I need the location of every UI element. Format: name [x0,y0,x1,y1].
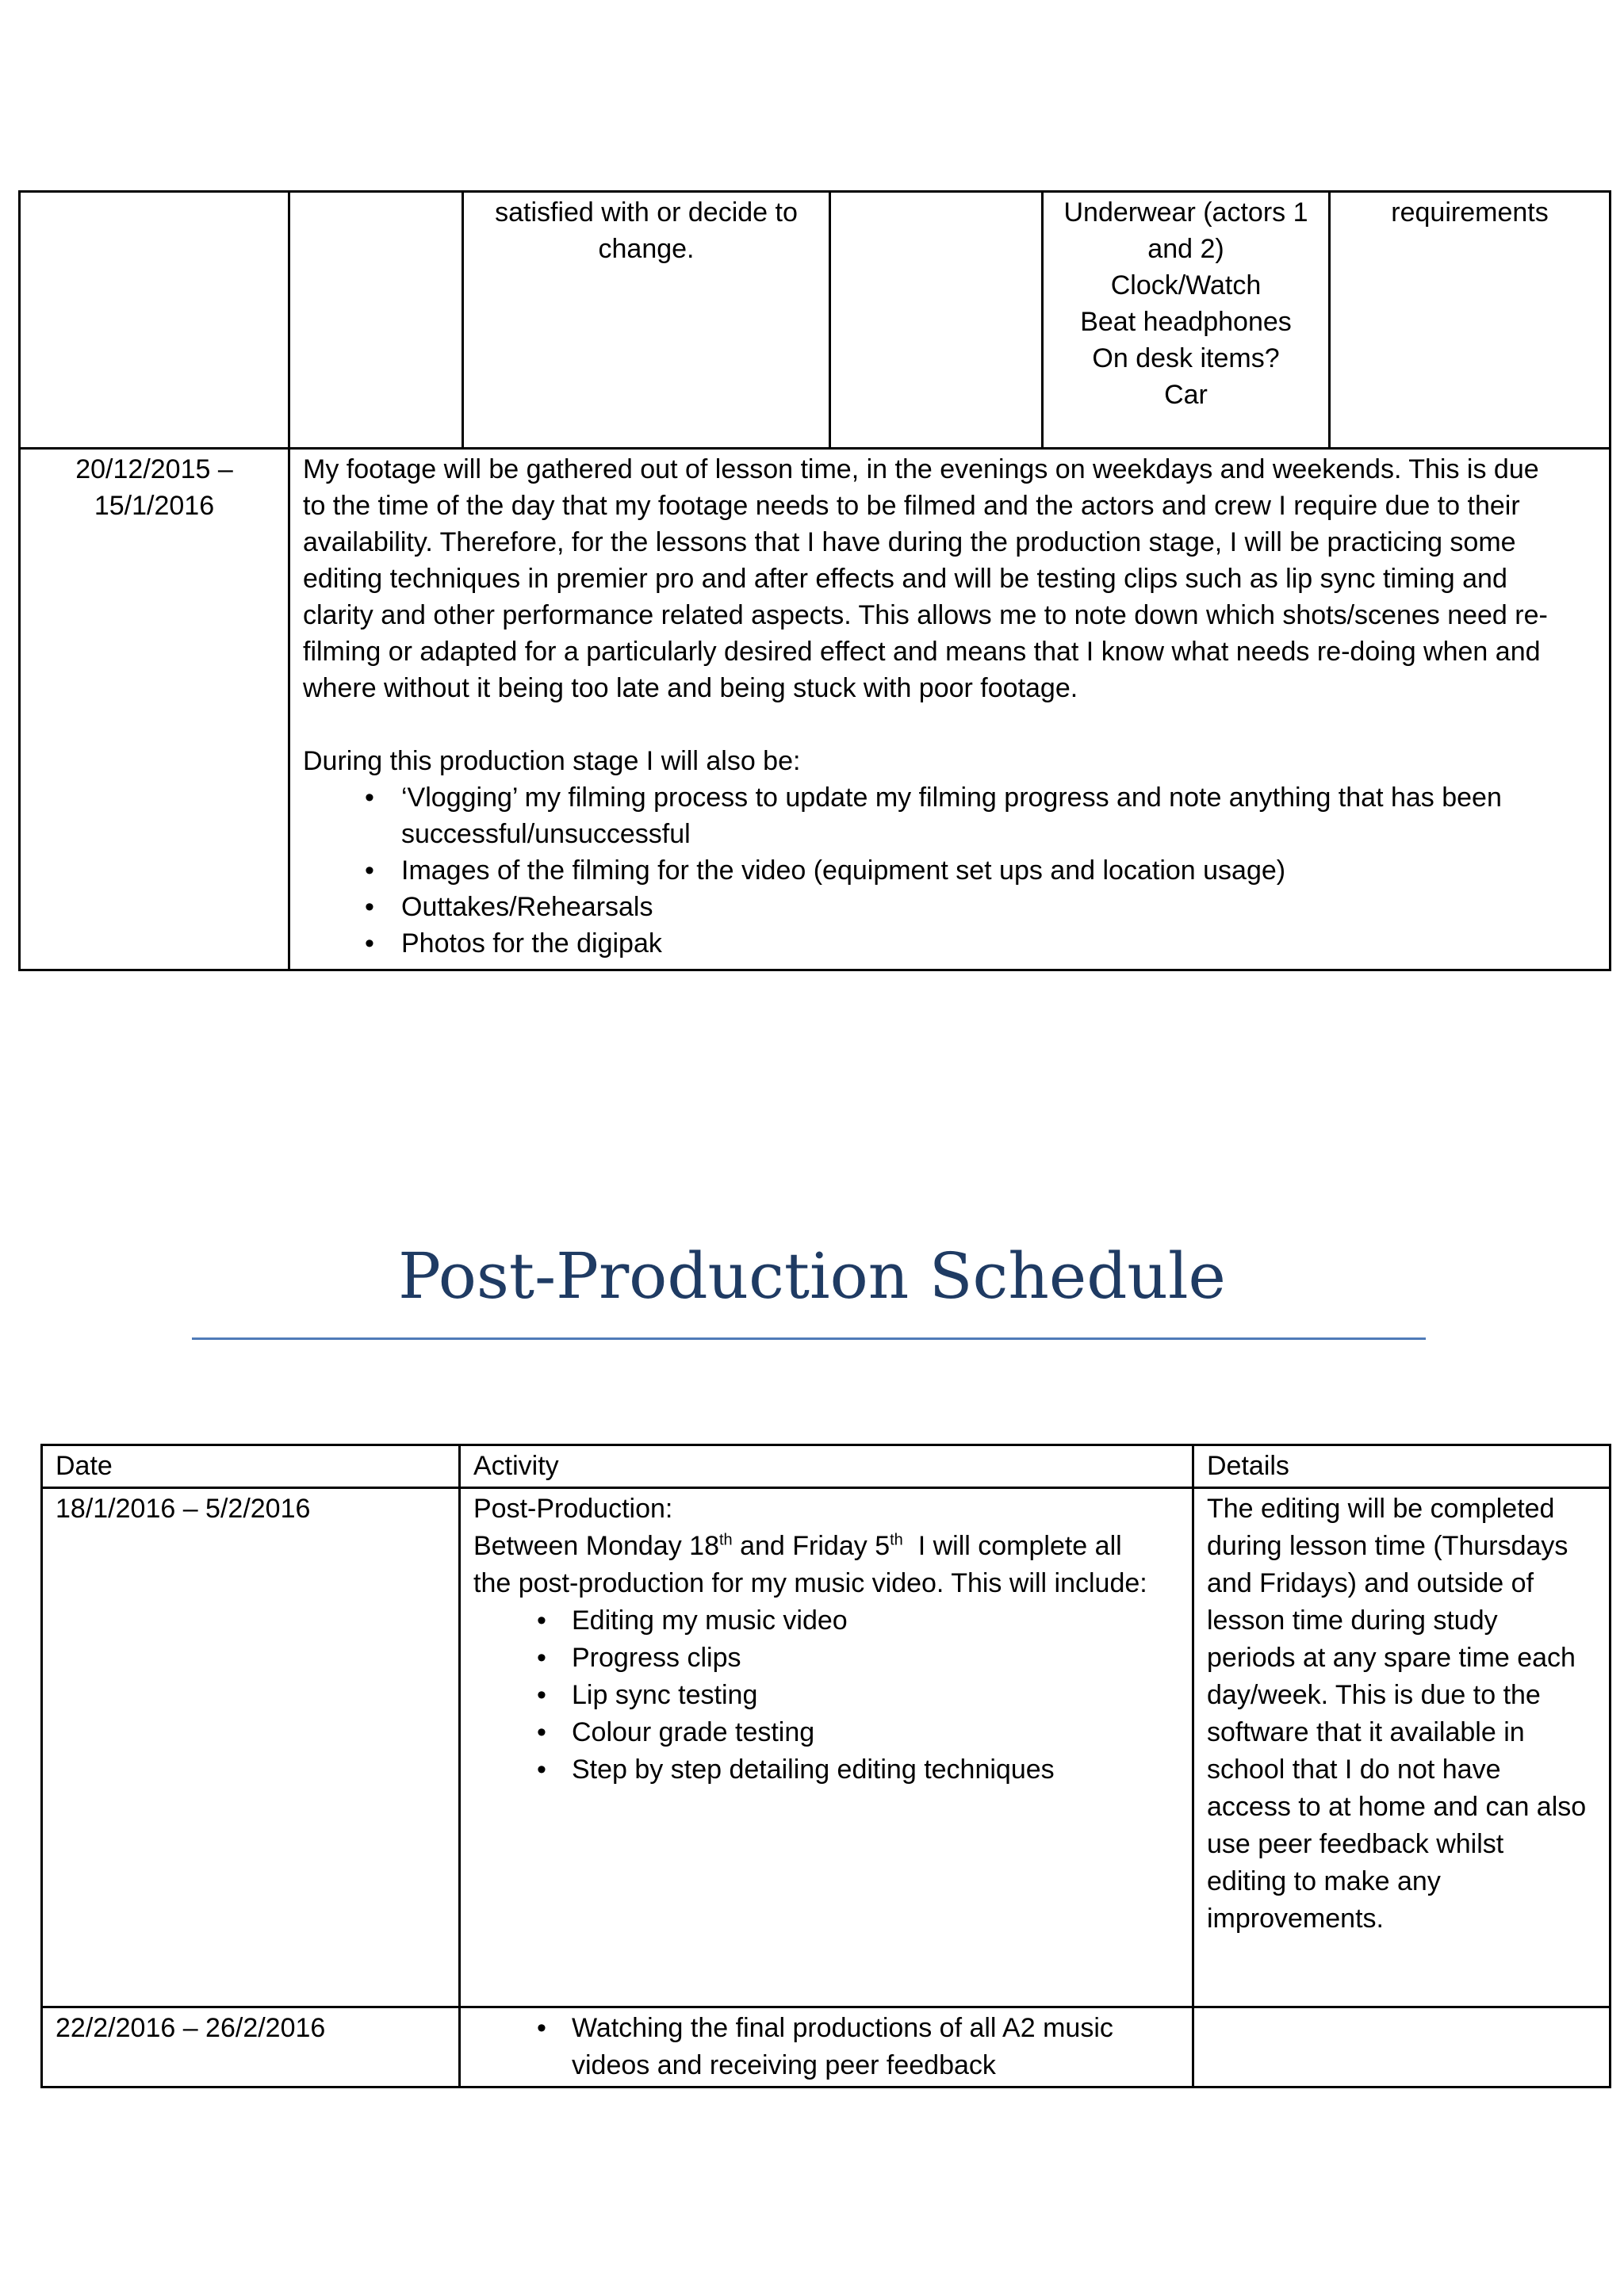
intro-line: During this production stage I will also be: [303,746,801,776]
activity-title: Post-Production: [473,1494,673,1524]
cell-line: The editing will be completed [1207,1494,1555,1524]
activity-line: the post-production for my music video. This will include: [473,1568,1147,1598]
list-item-text: Progress clips [572,1643,741,1673]
bullet-list [473,1602,1179,1789]
cell-line: during lesson time (Thursdays [1207,1531,1568,1561]
bullet-icon: • [365,783,374,813]
bullet-icon: • [365,928,374,959]
cell-line: 20/12/2015 – [75,454,233,484]
cell-line: day/week. This is due to the [1207,1680,1541,1710]
list-item [473,1714,1179,1751]
cell-line: periods at any spare time each [1207,1643,1576,1673]
requirements-cell [1330,192,1611,449]
column-header-date: Date [42,1445,460,1488]
date-cell [42,2007,460,2087]
cell-line: and Fridays) and outside of [1207,1568,1534,1598]
paragraph-line: editing techniques in premier pro and after effects and will be testing clips such as lip sync timing and [303,564,1507,594]
list-item [473,1751,1179,1789]
list-item [473,1677,1179,1714]
title-underline [192,1337,1426,1340]
paragraph-line: where without it being too late and being stuck with poor footage. [303,673,1078,703]
list-item [303,889,1596,925]
text-run: I will complete all [902,1531,1122,1561]
date-cell-empty [20,192,289,449]
list-item-text: Images of the filming for the video (equipment set ups and location usage) [401,855,1286,886]
paragraph-line: availability. Therefore, for the lessons that I have during the production stage, I will be practicing some [303,527,1516,557]
post-production-table [40,1444,1611,2088]
list-item-text: successful/unsuccessful [401,819,691,849]
cell-line: software that it available in [1207,1717,1525,1747]
production-schedule-table [18,190,1611,971]
bullet-icon: • [537,1605,546,1636]
ordinal-suffix: th [890,1531,903,1549]
cell-line: 15/1/2016 [94,491,215,521]
cell-line: improvements. [1207,1904,1384,1934]
details-cell [1193,1488,1611,2007]
date-cell [20,449,289,970]
cell-empty [830,192,1043,449]
list-item [303,925,1596,962]
cell-line: satisfied with or decide to [495,197,798,228]
list-item-text: Colour grade testing [572,1717,815,1747]
spacer [303,706,1596,743]
cell-line: and 2) [1147,234,1224,264]
paragraph-line: My footage will be gathered out of lesson time, in the evenings on weekdays and weekends. This is due [303,454,1539,484]
page-title: Post-Production Schedule [398,1239,1226,1313]
cell-line: Clock/Watch [1110,270,1262,300]
cell-line: requirements [1391,197,1549,228]
list-item-text: Lip sync testing [572,1680,758,1710]
text-run: and Friday 5 [732,1531,891,1561]
text-run: Between Monday 18 [473,1531,719,1561]
bullet-list [473,2010,1179,2084]
list-item-text: Step by step detailing editing techniques [572,1755,1055,1785]
list-item [473,1602,1179,1640]
bullet-list [303,779,1596,962]
production-details-cell [289,449,1611,970]
list-item [303,779,1596,852]
details-cell-empty [1193,2007,1611,2087]
paragraph-line: filming or adapted for a particularly desired effect and means that I know what needs re-doing when and [303,637,1541,667]
cell-line: 22/2/2016 – 26/2/2016 [56,2013,326,2043]
table-row [42,2007,1611,2087]
activity-cell [460,2007,1193,2087]
bullet-icon: • [537,1680,546,1710]
list-item-text: videos and receiving peer feedback [572,2050,996,2080]
bullet-icon: • [537,2013,546,2043]
cell-line: use peer feedback whilst [1207,1829,1504,1859]
table-row [20,449,1611,970]
bullet-icon: • [365,855,374,886]
bullet-icon: • [537,1717,546,1747]
props-cell [1043,192,1330,449]
cell-line: On desk items? [1092,343,1280,373]
date-cell [42,1488,460,2007]
activity-line [473,1528,1179,1565]
table-header-row [42,1445,1611,1488]
paragraph-line: to the time of the day that my footage needs to be filmed and the actors and crew I require due to their [303,491,1520,521]
cell-line: Underwear (actors 1 [1063,197,1308,228]
cell-line: school that I do not have [1207,1755,1501,1785]
ordinal-suffix: th [718,1531,733,1549]
list-item [473,2010,1179,2084]
list-item-text: Editing my music video [572,1605,848,1636]
bullet-icon: • [537,1755,546,1785]
list-item-text: Outtakes/Rehearsals [401,892,653,922]
activity-cell [460,1488,1193,2007]
cell-line: change. [598,234,695,264]
cell-line: Beat headphones [1080,307,1292,337]
cell-line: access to at home and can also [1207,1792,1587,1822]
list-item [303,852,1596,889]
list-item-text: Photos for the digipak [401,928,662,959]
paragraph-line: clarity and other performance related aspects. This allows me to note down which shots/scenes need re- [303,600,1548,630]
activity-cell [463,192,830,449]
column-header-activity: Activity [460,1445,1193,1488]
cell-line: 18/1/2016 – 5/2/2016 [56,1494,311,1524]
column-header-details: Details [1193,1445,1611,1488]
cell-empty [289,192,463,449]
list-item-text: Watching the final productions of all A2 music [572,2013,1113,2043]
table-row [42,1488,1611,2007]
cell-line: Car [1164,380,1208,410]
cell-line: editing to make any [1207,1866,1441,1896]
bullet-icon: • [365,892,374,922]
list-item-text: ‘Vlogging’ my filming process to update my filming progress and note anything that has been [401,783,1502,813]
table-row [20,192,1611,449]
bullet-icon: • [537,1643,546,1673]
list-item [473,1640,1179,1677]
cell-line: lesson time during study [1207,1605,1498,1636]
